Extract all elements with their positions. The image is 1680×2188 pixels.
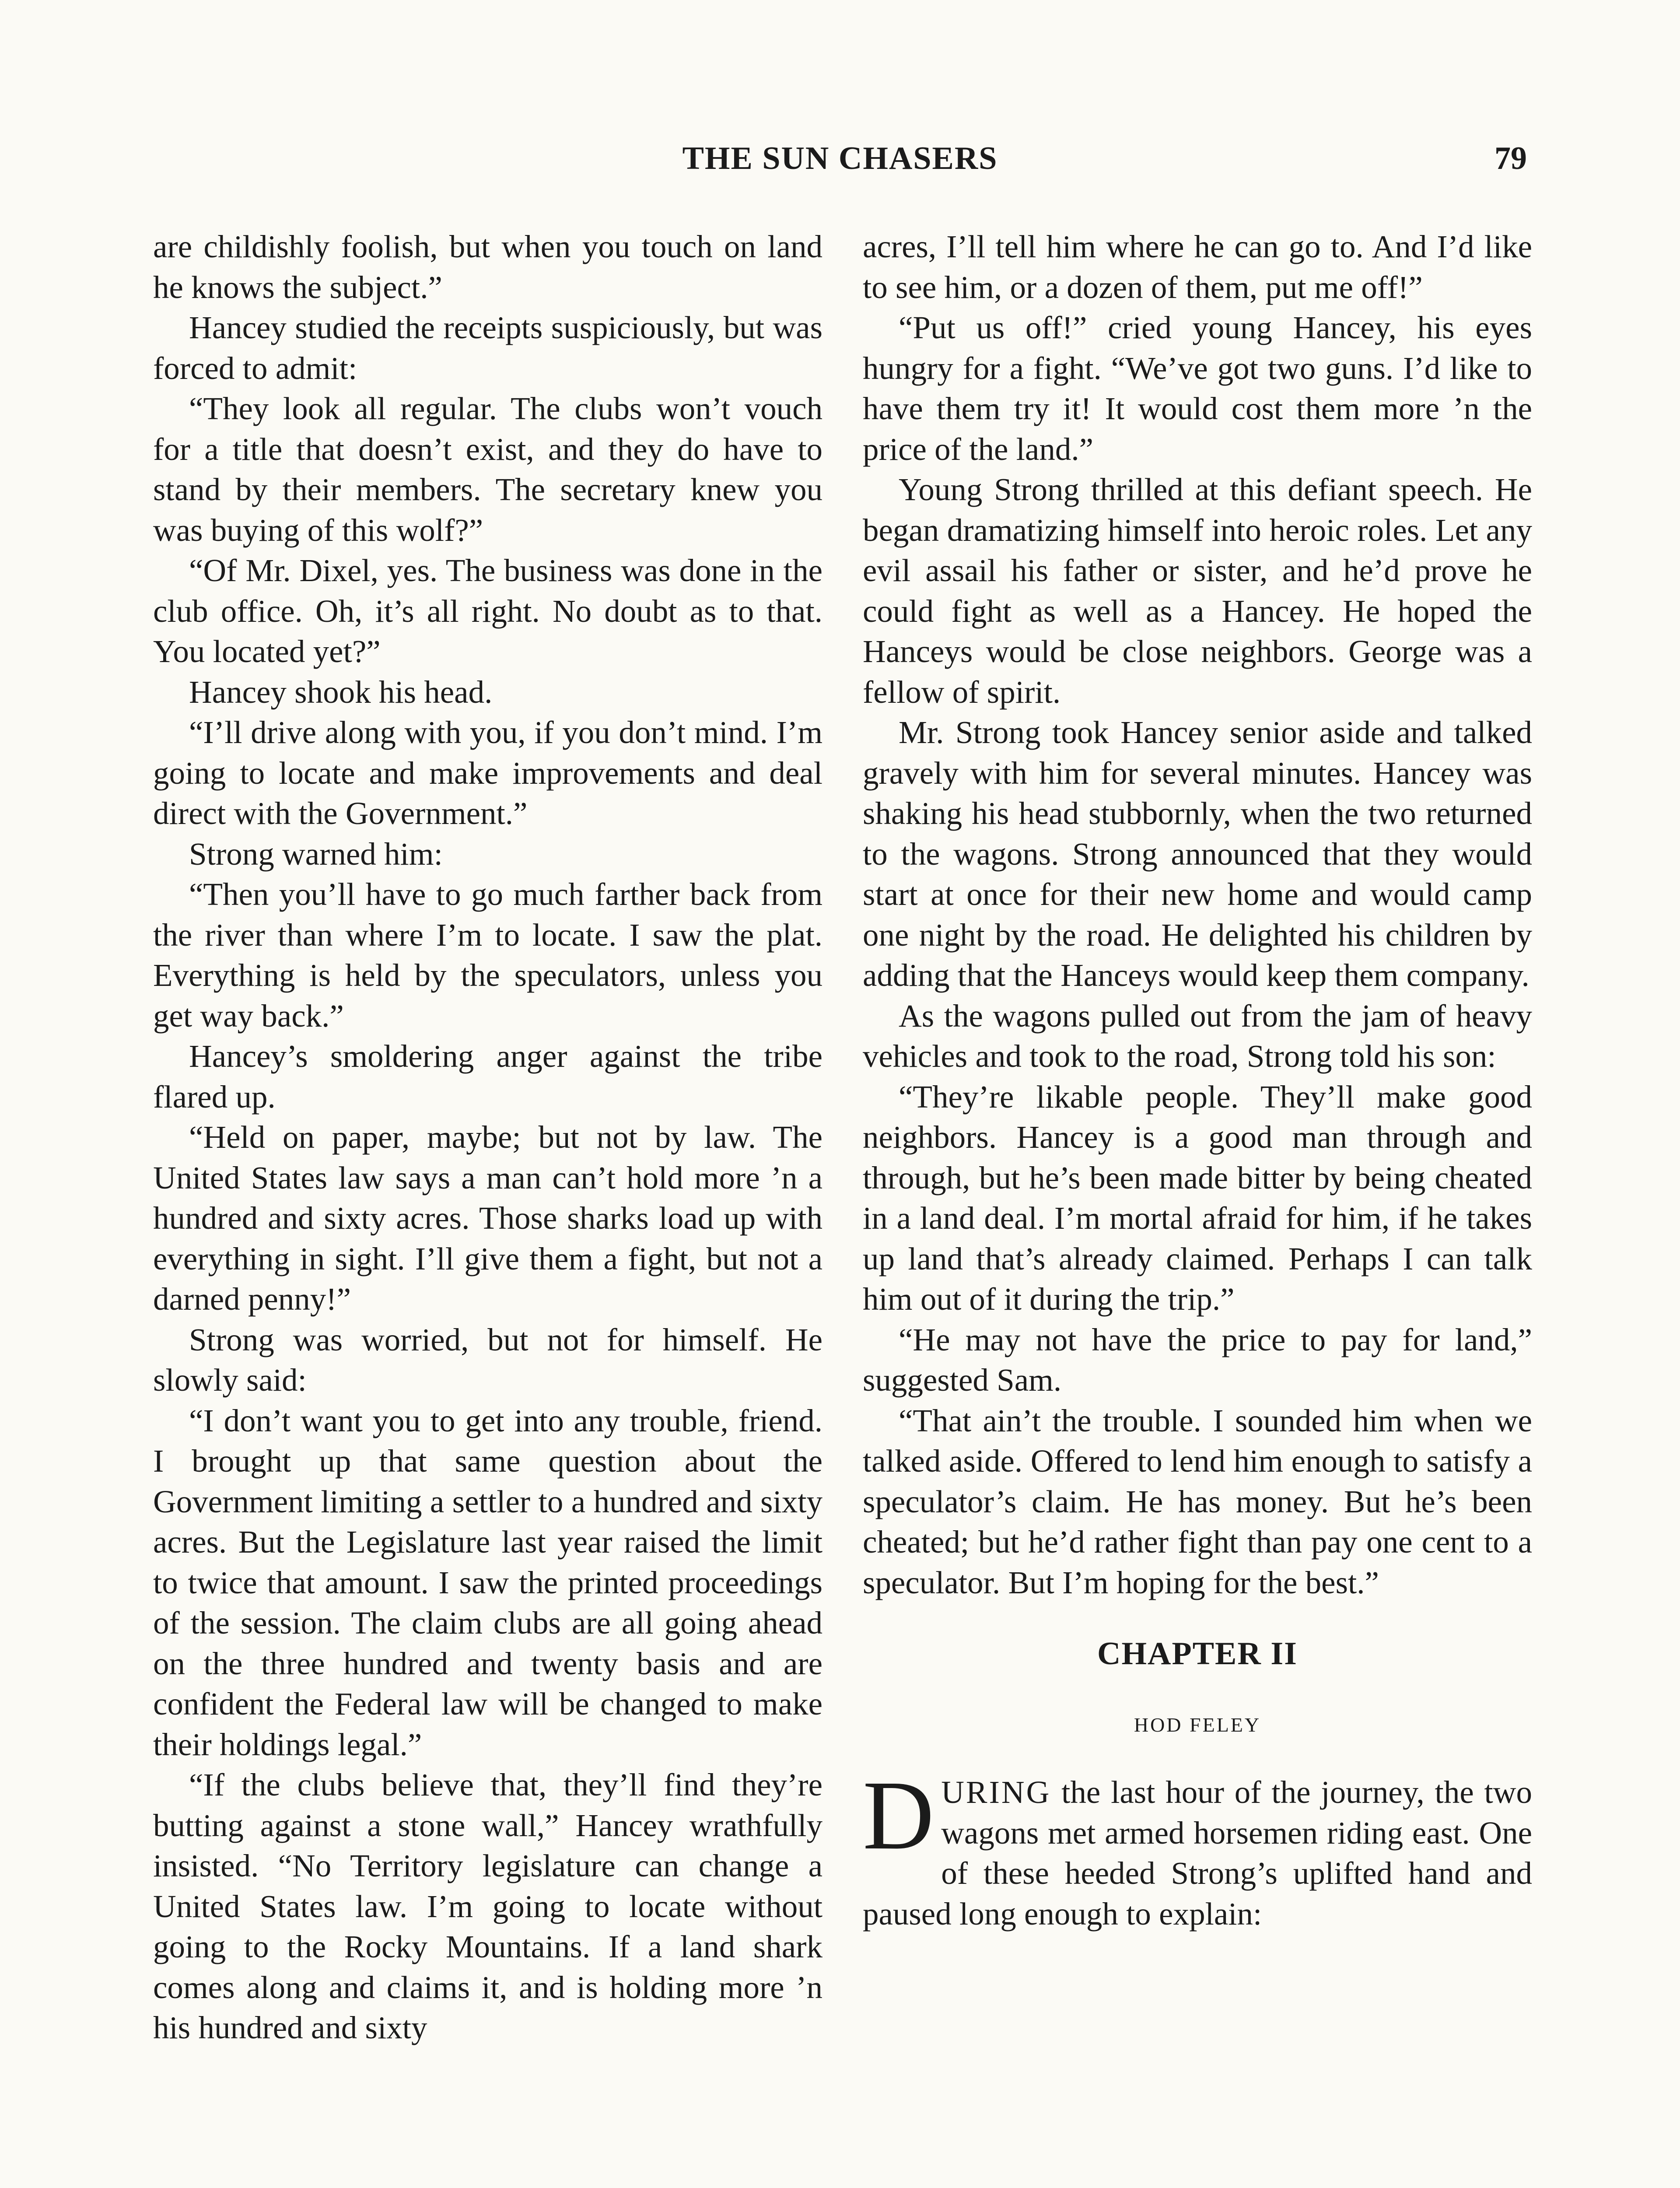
paragraph: Mr. Strong took Hancey senior aside and talked gravely with him for several minutes. Hancey was shaking his head stubbornly, when the two returned to the wagons. Strong announced that they would start at once for their new home and would camp one night by the road. He delighted his children by adding that the Hanceys would keep them company. (863, 715, 1532, 993)
running-head (153, 140, 1527, 179)
paragraph: “Of Mr. Dixel, yes. The business was done in the club office. Oh, it’s all right. No doubt as to that. You located yet?” (153, 553, 822, 669)
paragraph: “If the clubs believe that, they’ll find they’re butting against a stone wall,” Hancey wrathfully insisted. “No Territory legislature can change a United States law. I’m going to locate without going to the Rocky Mountains. If a land shark comes along and claims it, and is holding more ’n his hundred and sixty (153, 1767, 822, 2045)
paragraph: Strong was worried, but not for himself. He slowly said: (153, 1322, 822, 1398)
paragraph: are childishly foolish, but when you touch on land he knows the subject.” (153, 229, 822, 305)
paragraph: Young Strong thrilled at this defiant speech. He began dramatizing himself into heroic roles. Let any evil assail his father or sister, and he’d prove he could fight as well as a Hancey. He hoped the Hanceys would be close neighbors. George was a fellow of spirit. (863, 472, 1532, 710)
drop-cap-word-rest: URING (941, 1774, 1051, 1810)
paragraph: As the wagons pulled out from the jam of heavy vehicles and took to the road, Strong told his son: (863, 998, 1532, 1074)
left-column (153, 227, 822, 2048)
page-number: 79 (1494, 140, 1527, 176)
paragraph-text: the last hour of the journey, the two wagons met armed horsemen riding east. One of these heeded Strong’s uplifted hand and paused long enough to explain: (863, 1774, 1532, 1932)
paragraph: “Put us off!” cried young Hancey, his eyes hungry for a fight. “We’ve got two guns. I’d like to have them try it! It would cost them more ’n the price of the land.” (863, 310, 1532, 467)
chapter-subtitle: HOD FELEY (1134, 1713, 1261, 1736)
chapter-title: CHAPTER II (1097, 1636, 1298, 1672)
paragraph: “They’re likable people. They’ll make good neighbors. Hancey is a good man through and through, but he’s been made bitter by being cheated in a land deal. I’m mortal afraid for him, if he takes up land that’s already claimed. Perhaps I can talk him out of it during the trip.” (863, 1079, 1532, 1317)
paragraph: “They look all regular. The clubs won’t vouch for a title that doesn’t exist, and they do have to stand by their members. The secretary knew you was buying of this wolf?” (153, 391, 822, 548)
paragraph: Hancey studied the receipts suspiciously, but was forced to admit: (153, 310, 822, 386)
right-column (863, 227, 1532, 1934)
paragraph: Strong warned him: (189, 836, 443, 872)
paragraph: “I don’t want you to get into any trouble, friend. I brought up that same question about the Government limiting a settler to a hundred and sixty acres. But the Legislature last year raised the limit to twice that amount. I saw the printed proceedings of the session. The claim clubs are all going ahead on the three hundred and twenty basis and are confident the Federal law will be changed to make their holdings legal.” (153, 1403, 822, 1762)
paragraph: “Held on paper, maybe; but not by law. The United States law says a man can’t hold more ’n a hundred and sixty acres. Those sharks load up with everything in sight. I’ll give them a fight, but not a darned penny!” (153, 1119, 822, 1317)
paragraph: acres, I’ll tell him where he can go to. And I’d like to see him, or a dozen of them, put me off!” (863, 229, 1532, 305)
paragraph: “He may not have the price to pay for land,” suggested Sam. (863, 1322, 1532, 1398)
paragraph: “Then you’ll have to go much farther back from the river than where I’m to locate. I saw the plat. Everything is held by the speculators, unless you get way back.” (153, 877, 822, 1034)
paragraph: “I’ll drive along with you, if you don’t mind. I’m going to locate and make improvements and deal direct with the Government.” (153, 715, 822, 831)
running-title: THE SUN CHASERS (682, 140, 998, 176)
drop-cap: D (863, 1760, 934, 1870)
paragraph: Hancey’s smoldering anger against the tribe flared up. (153, 1038, 822, 1115)
paragraph: “That ain’t the trouble. I sounded him when we talked aside. Offered to lend him enough to satisfy a speculator’s claim. He has money. But he’s been cheated; but he’d rather fight than pay one cent to a speculator. But I’m hoping for the best.” (863, 1403, 1532, 1600)
chapter-opening-paragraph (863, 1760, 1532, 1934)
paragraph: Hancey shook his head. (189, 674, 493, 710)
